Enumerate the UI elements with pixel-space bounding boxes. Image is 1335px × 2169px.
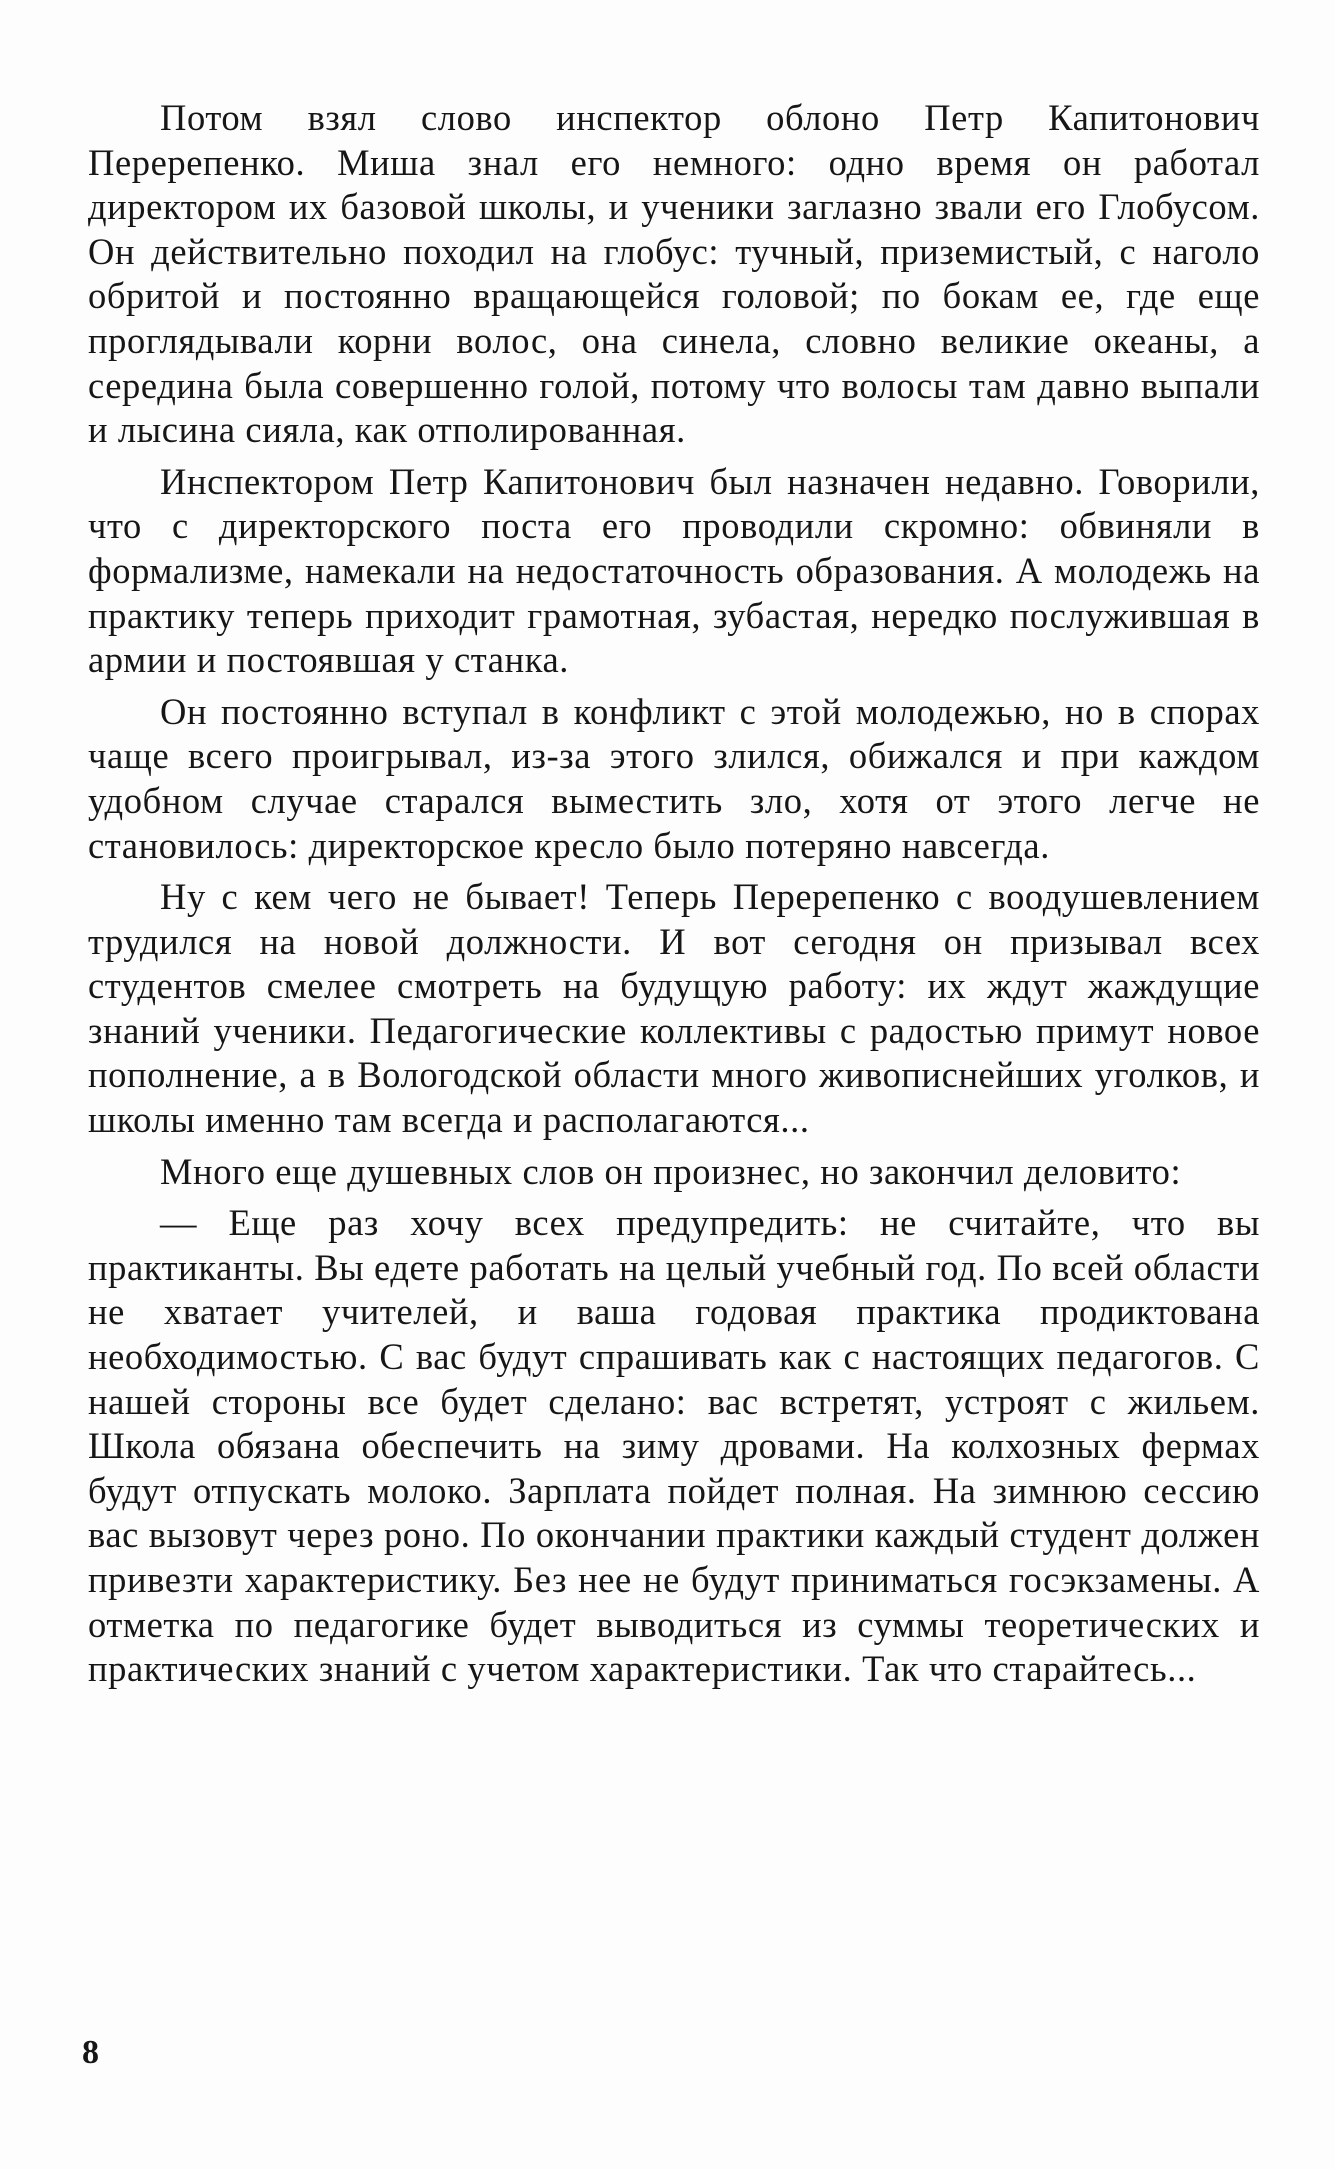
paragraph-1: Потом взял слово инспектор облоно Петр Капитонович Перерепенко. Миша знал его немного: одно время он работал директором их базовой школы, и ученики заглазно звали его Глобусом. Он действительно походил на глобус: тучный, приземистый, с наголо обритой и постоянно вращающейся головой; по бокам ее, где еще проглядывали корни волос, она синела, словно великие океаны, а середина была совершенно голой, потому что волосы там давно выпали и лысина сияла, как отполированная. [88,97,1260,451]
paragraph-6: — Еще раз хочу всех предупредить: не считайте, что вы практиканты. Вы едете работать на целый учебный год. По всей области не хватает учителей, и ваша годовая практика продиктована необходимостью. С вас будут спрашивать как с настоящих педагогов. С нашей стороны все будет сделано: вас встретят, устроят с жильем. Школа обязана обеспечить на зиму дровами. На колхозных фермах будут отпускать молоко. Зарплата пойдет полная. На зимнюю сессию вас вызовут через роно. По окончании практики каждый студент должен привезти характеристику. Без нее не будут приниматься госэкзамены. А отметка по педагогике будет выводиться из суммы теоретических и практических знаний с учетом характеристики. Так что старайтесь... [88,1202,1260,1690]
paragraph-3: Он постоянно вступал в конфликт с этой молодежью, но в спорах чаще всего проигрывал, из-за этого злился, обижался и при каждом удобном случае старался выместить зло, хотя от этого легче не становилось: директорское кресло было потеряно навсегда. [88,690,1260,866]
paragraph-2: Инспектором Петр Капитонович был назначен недавно. Говорили, что с директорского поста его проводили скромно: обвиняли в формализме, намекали на недостаточность образования. А молодежь на практику теперь приходит грамотная, зубастая, нередко послужившая в армии и постоявшая у станка. [88,460,1260,681]
page-number: 8 [82,2034,99,2071]
body-text [88,96,1260,1699]
paragraph-4: Ну с кем чего не бывает! Теперь Перерепенко с воодушевлением трудился на новой должности. И вот сегодня он призывал всех студентов смелее смотреть на будущую работу: их ждут жаждущие знаний ученики. Педагогические коллективы с радостью примут новое пополнение, а в Вологодской области много живописнейших уголков, и школы именно там всегда и располагаются... [88,876,1260,1141]
paragraph-5: Много еще душевных слов он произнес, но закончил деловито: [160,1150,1182,1192]
